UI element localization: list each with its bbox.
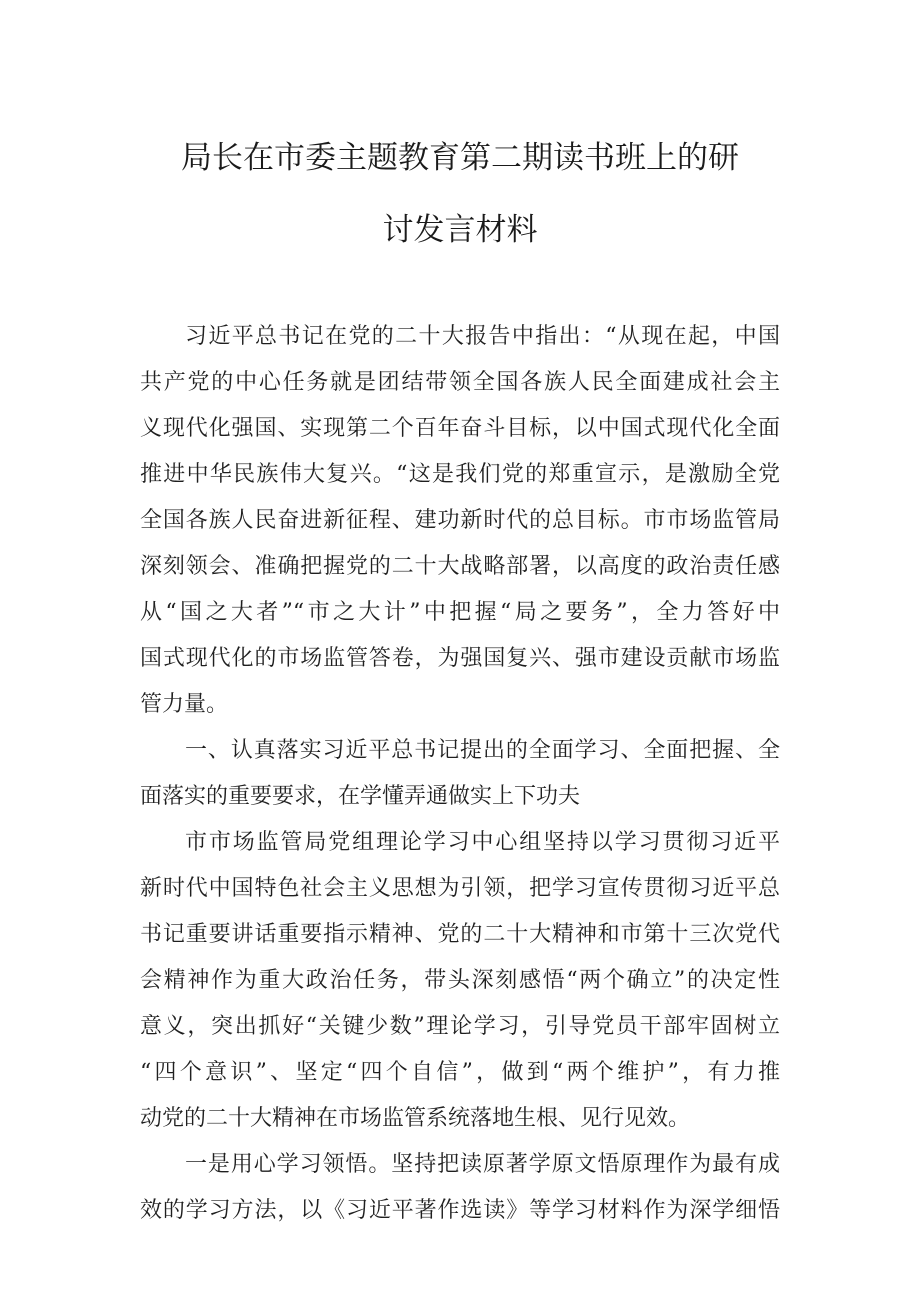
section-heading-line: 一、认真落实习近平总书记提出的全面学习、全面把握、全 — [185, 738, 780, 763]
body-line: 深刻领会、准确把握党的二十大战略部署，以高度的政治责任感 — [140, 554, 780, 579]
body-line: 一是用心学习领悟。坚持把读原著学原文悟原理作为最有成 — [185, 1152, 780, 1177]
document-title-line-1: 局长在市委主题教育第二期读书班上的研 — [181, 140, 739, 176]
section-heading-line: 面落实的重要要求，在学懂弄通做实上下功夫 — [140, 784, 581, 809]
body-line: 市市场监管局党组理论学习中心组坚持以学习贯彻习近平 — [185, 830, 780, 855]
body-line: 管力量。 — [140, 692, 229, 717]
body-line: 会精神作为重大政治任务，带头深刻感悟“两个确立”的决定性 — [140, 968, 780, 993]
body-line: 新时代中国特色社会主义思想为引领，把学习宣传贯彻习近平总 — [140, 876, 780, 901]
body-line: 意义，突出抓好“关键少数”理论学习，引导党员干部牢固树立 — [140, 1014, 780, 1039]
body-line: 从“国之大者”“市之大计”中把握“局之要务”，全力答好中 — [140, 600, 780, 625]
body-line: 共产党的中心任务就是团结带领全国各族人民全面建成社会主 — [140, 370, 780, 395]
body-line: 书记重要讲话重要指示精神、党的二十大精神和市第十三次党代 — [140, 922, 780, 947]
body-line: 效的学习方法，以《习近平著作选读》等学习材料作为深学细悟 — [140, 1198, 780, 1223]
document-title-line-2: 讨发言材料 — [382, 212, 538, 248]
body-line: 习近平总书记在党的二十大报告中指出：“从现在起，中国 — [185, 324, 780, 349]
body-line: 全国各族人民奋进新征程、建功新时代的总目标。市市场监管局 — [140, 508, 780, 533]
body-line: 义现代化强国、实现第二个百年奋斗目标，以中国式现代化全面 — [140, 416, 780, 441]
body-line: “四个意识”、坚定“四个自信”，做到“两个维护”，有力推 — [140, 1060, 780, 1085]
body-line: 动党的二十大精神在市场监管系统落地生根、见行见效。 — [140, 1106, 691, 1131]
body-line: 推进中华民族伟大复兴。“这是我们党的郑重宣示，是激励全党 — [140, 462, 780, 487]
body-line: 国式现代化的市场监管答卷，为强国复兴、强市建设贡献市场监 — [140, 646, 780, 671]
